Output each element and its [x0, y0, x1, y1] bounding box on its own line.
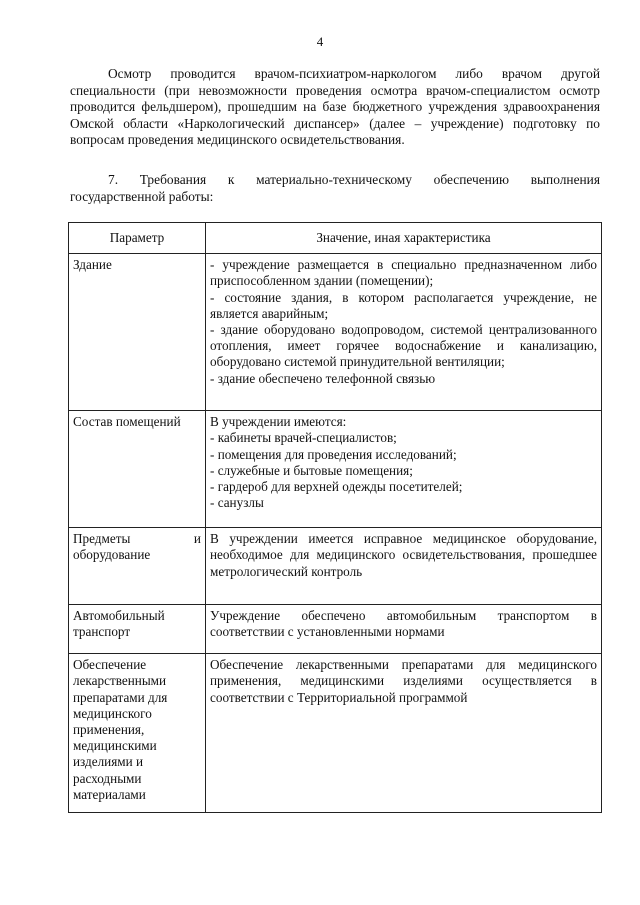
- header-value: Значение, иная характеристика: [206, 223, 602, 254]
- table-row: [69, 528, 602, 605]
- value-line: Учреждение обеспечено автомобильным транспортом в соответствии с установленными нормами: [210, 608, 597, 640]
- value-line: - здание оборудовано водопроводом, системой централизованного отопления, имеет горячее водоснабжение и канализацию, оборудовано системой принудительной вентиляции;: [210, 322, 597, 370]
- row-param-medicines: Обеспечение лекарственными препаратами для медицинского применения, медицинскими изделиями и расходными материалами: [69, 654, 206, 813]
- table-row: [69, 254, 602, 411]
- page-number: 4: [316, 34, 324, 49]
- row-value-transport: [206, 605, 602, 654]
- requirements-table: [68, 222, 602, 813]
- row-value-building: [206, 254, 602, 411]
- table-row: [69, 654, 602, 813]
- value-line: - учреждение размещается в специально предназначенном либо приспособленном здании (помещении);: [210, 257, 597, 289]
- value-line: - состояние здания, в котором располагается учреждение, не является аварийным;: [210, 289, 597, 321]
- value-line: - кабинеты врачей-специалистов;: [210, 430, 397, 446]
- table-row: [69, 605, 602, 654]
- row-value-rooms: [206, 411, 602, 528]
- value-line: - служебные и бытовые помещения;: [210, 462, 413, 478]
- value-line: В учреждении имеется исправное медицинское оборудование, необходимое для медицинского освидетельствования, прошедшее метрологический контроль: [210, 531, 597, 579]
- table-row: [69, 411, 602, 528]
- row-param-building: Здание: [69, 254, 206, 411]
- paragraph-requirements-heading: 7. Требования к материально-техническому обеспечению выполнения государственной работы:: [70, 172, 600, 204]
- row-value-medicines: [206, 654, 602, 813]
- value-line: - гардероб для верхней одежды посетителей;: [210, 479, 463, 495]
- row-value-equipment: [206, 528, 602, 605]
- row-param-transport: Автомобильный транспорт: [69, 605, 206, 654]
- value-line: В учреждении имеются:: [210, 414, 347, 430]
- row-param-equipment: Предметы и оборудование: [69, 528, 206, 605]
- value-line: Обеспечение лекарственными препаратами для медицинского применения, медицинскими изделиями осуществляется в соответствии с Территориальной программой: [210, 657, 597, 705]
- value-line: - санузлы: [210, 495, 264, 511]
- header-parameter: Параметр: [69, 223, 206, 254]
- table-header-row: [69, 223, 602, 254]
- value-line: - помещения для проведения исследований;: [210, 446, 457, 462]
- row-param-rooms: Состав помещений: [69, 411, 206, 528]
- paragraph-examination: Осмотр проводится врачом-психиатром-наркологом либо врачом другой специальности (при невозможности проведения осмотра врачом-специалистом осмотр проводится фельдшером), прошедшим на базе бюджетного учреждения здравоохранения Омской области «Наркологический диспансер» (далее – учреждение) подготовку по вопросам проведения медицинского освидетельствования.: [70, 66, 600, 147]
- value-line: - здание обеспечено телефонной связью: [210, 370, 436, 386]
